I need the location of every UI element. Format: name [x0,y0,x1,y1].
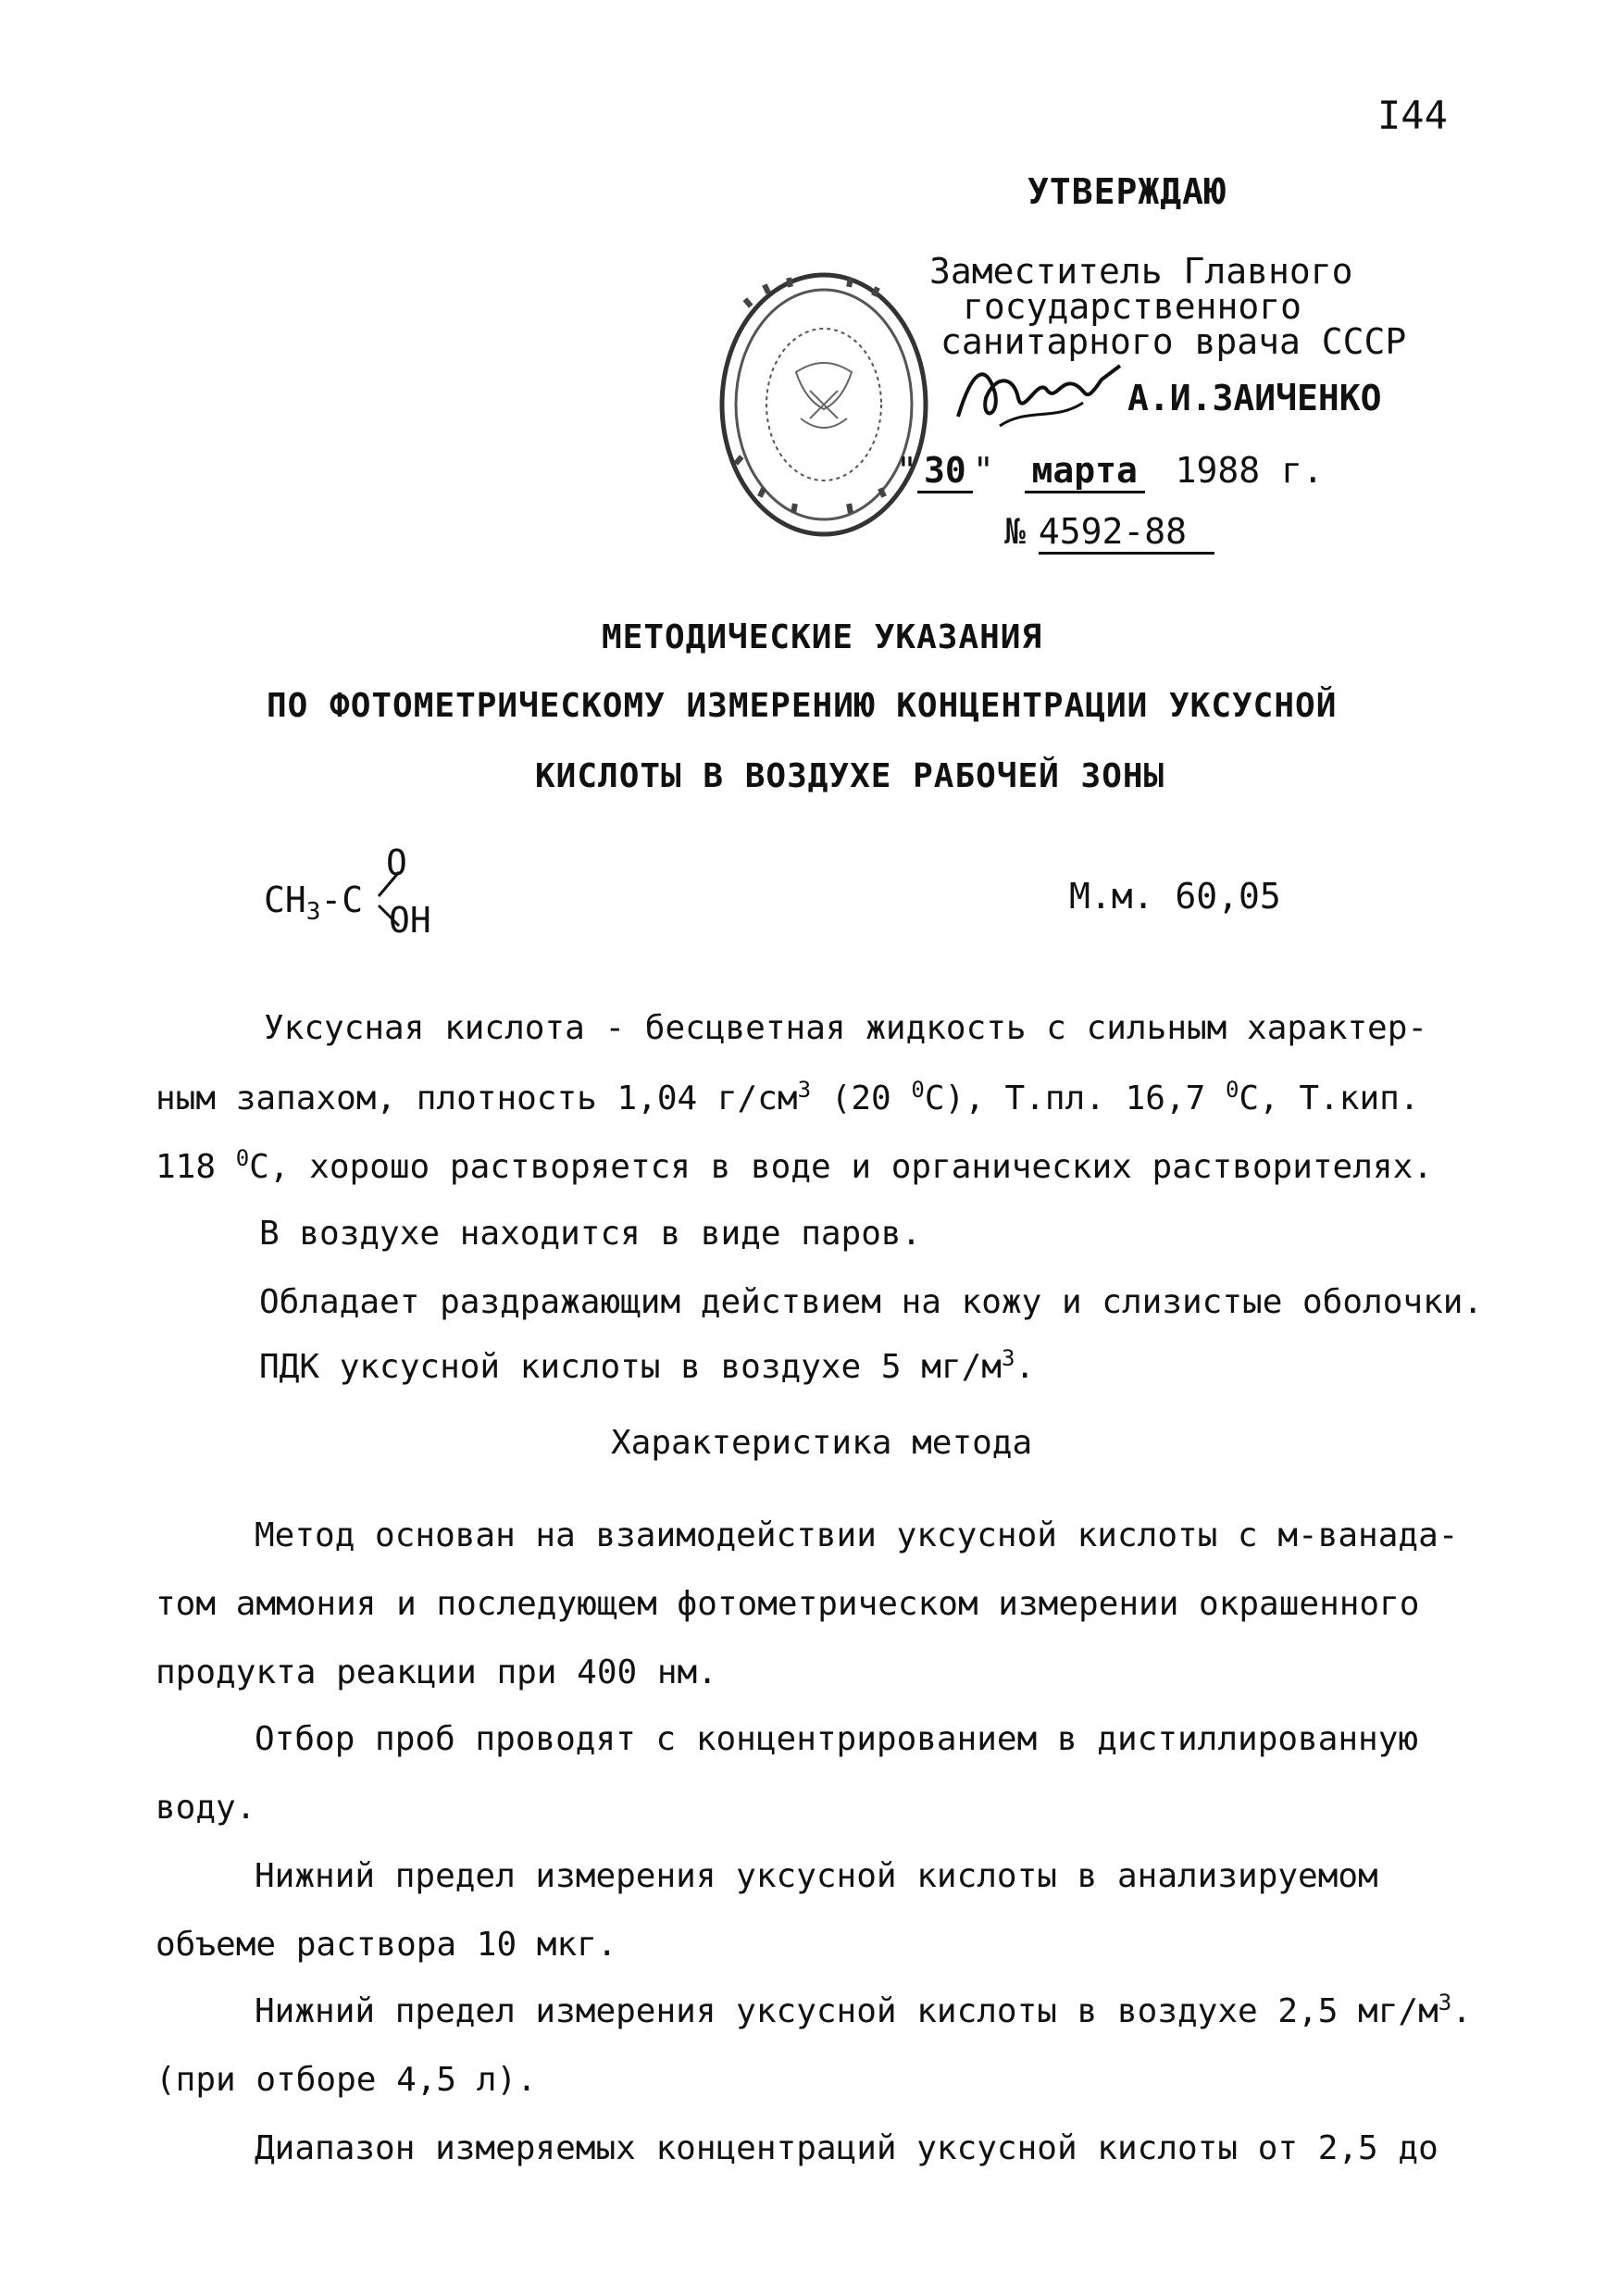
molar-mass: М.м. 60,05 [1069,876,1281,917]
intro-p1-line1: Уксусная кислота - бесцветная жидкость с сильным характер- [264,1009,1428,1047]
approver-position-line1: Заместитель Главного [929,251,1353,292]
intro-p1-line3 [156,1145,1433,1186]
intro-p1-line3-deg: 0 [235,1145,250,1171]
intro-p2: В воздухе находится в виде паров. [259,1215,922,1253]
date-month: марта [1025,450,1145,493]
formula-hydroxyl: OH [389,900,431,941]
document-title-line3: КИСЛОТЫ В ВОЗДУХЕ РАБОЧЕЙ ЗОНЫ [535,757,1165,795]
formula-sub3: 3 [305,898,321,926]
approval-number [1004,511,1214,555]
intro-p1-line3-b: C, хорошо растворяется в воде и органических растворителях. [249,1148,1433,1186]
intro-p1-line2-deg2: 0 [1225,1077,1239,1103]
page-number: I44 [1377,93,1448,138]
section-p4-line1-sup: 3 [1438,1990,1452,2015]
intro-p1-line2-a: ным запахом, плотность 1,04 г/см [156,1079,798,1117]
intro-p4-b: . [1015,1348,1036,1386]
section-p4-line2: (при отборе 4,5 л). [156,2061,537,2099]
chemical-formula [264,842,449,954]
section-p5-line1: Диапазон измеряемых концентраций уксусной кислоты от 2,5 до [255,2129,1438,2167]
intro-p3: Обладает раздражающим действием на кожу и слизистые оболочки. [259,1283,1484,1321]
intro-p1-line2 [156,1079,1419,1117]
formula-ch: CH [264,880,306,920]
section-p4-line1 [255,1992,1472,2030]
approval-title: УТВЕРЖДАЮ [1027,171,1227,212]
intro-p1-line2-c: C), Т.пл. 16,7 [924,1079,1226,1117]
handwritten-signature [944,352,1129,435]
section-p2-line2: воду. [156,1789,256,1827]
intro-p4-a: ПДК уксусной кислоты в воздухе 5 мг/м [259,1348,1002,1386]
section-p3-line2: объеме раствора 10 мкг. [156,1926,617,1964]
date-year: 1988 г. [1175,450,1324,491]
date-close-quote: " [972,450,994,491]
formula-main [264,880,363,926]
number-sign: № [1004,511,1026,552]
section-p1-line3: продукта реакции при 400 нм. [156,1653,717,1691]
section-p4-line1-b: . [1451,1992,1472,2030]
approver-position-line2: государственного [963,286,1302,327]
section-p1-line2: том аммония и последующем фотометрическом измерении окрашенного [156,1585,1420,1623]
intro-p4-sup: 3 [1001,1345,1015,1371]
approval-date [896,450,1324,493]
approver-position-line3: санитарного врача СССР [940,321,1407,362]
formula-oxygen: O [386,842,407,883]
formula-chain: -C [320,880,364,920]
section-p3-line1: Нижний предел измерения уксусной кислоты в анализируемом [255,1857,1378,1895]
intro-p4 [259,1345,1036,1386]
section-p2-line1: Отбор проб проводят с концентрированием в дистиллированную [255,1720,1419,1758]
approver-name: А.И.ЗАИЧЕНКО [1127,378,1382,418]
intro-p1-line2-d: C, Т.кип. [1239,1079,1420,1117]
section-p4-line1-a: Нижний предел измерения уксусной кислоты в воздухе 2,5 мг/м [255,1992,1438,2030]
document-title-line1: МЕТОДИЧЕСКИЕ УКАЗАНИЯ [602,618,1043,656]
intro-p1-line2-b: (20 [811,1079,912,1117]
intro-p1-line2-sup: 3 [797,1077,812,1103]
section-p1-line1: Метод основан на взаимодействии уксусной кислоты с м-ванада- [255,1516,1459,1554]
section-heading: Характеристика метода [611,1424,1033,1462]
official-seal-stamp [708,261,930,548]
document-title-line2: ПО ФОТОМЕТРИЧЕСКОМУ ИЗМЕРЕНИЮ КОНЦЕНТРАЦИИ УКСУСНОЙ [267,687,1338,725]
date-open-quote: " [896,450,917,491]
document-number: 4592-88 [1039,511,1214,555]
intro-p1-line3-a: 118 [156,1148,236,1186]
intro-p1-line2-deg1: 0 [911,1077,925,1103]
date-day: 30 [917,450,973,493]
